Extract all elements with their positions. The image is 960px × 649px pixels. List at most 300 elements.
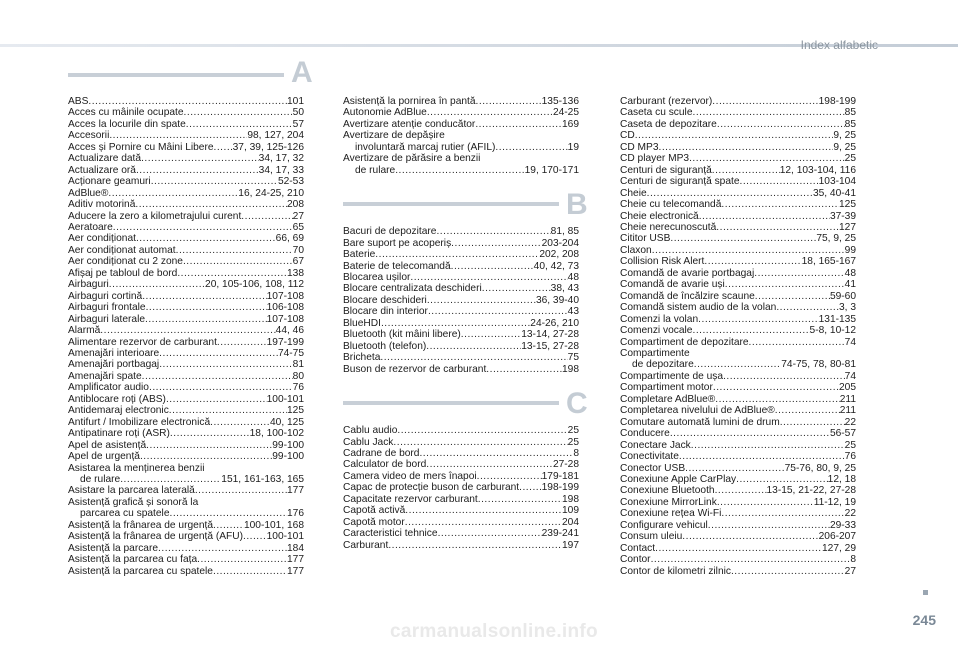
dot-leader: [151, 176, 278, 187]
index-entry: [68, 107, 304, 118]
entry-pages: 107-108: [266, 290, 304, 302]
dot-leader: [436, 226, 550, 237]
entry-term: Caracteristici tehnice: [343, 528, 438, 540]
entry-pages: 8: [573, 447, 579, 459]
entry-pages: 48: [844, 267, 856, 279]
dot-leader: [723, 371, 845, 382]
entry-term: Actualizare oră: [68, 164, 136, 176]
page-marker: [923, 590, 928, 595]
dot-leader: [451, 238, 541, 249]
entry-pages: 211: [839, 405, 856, 417]
entry-term: Completare AdBlue®: [620, 393, 716, 405]
entry-term: Comenzi vocale: [620, 325, 693, 337]
entry-pages: 5-8, 10-12: [809, 325, 856, 337]
index-entry: [68, 417, 304, 428]
dot-leader: [670, 428, 830, 439]
index-entry: [343, 153, 579, 164]
index-entry: [68, 348, 304, 359]
dot-leader: [647, 188, 813, 199]
dot-leader: [651, 554, 851, 565]
entry-term: de depozitare: [632, 359, 694, 371]
entry-pages: 85: [844, 107, 856, 119]
entry-pages: 100-101: [266, 531, 304, 543]
entry-pages: 184: [287, 542, 304, 554]
index-entry: [68, 314, 304, 325]
entry-term: ABS: [68, 96, 89, 107]
dot-leader: [410, 272, 567, 283]
entry-term: Bare suport pe acoperiș: [343, 237, 452, 249]
entry-pages: 76: [292, 382, 304, 394]
entry-term: Configurare vehicul: [620, 519, 708, 531]
index-entry: [68, 291, 304, 302]
dot-leader: [108, 188, 238, 199]
entry-pages: 24-26, 210: [530, 317, 579, 329]
index-entry: [68, 508, 304, 519]
entry-pages: 197-199: [266, 336, 304, 348]
index-entry: [68, 199, 304, 210]
entry-term: AdBlue®: [68, 187, 109, 199]
dot-leader: [159, 348, 278, 359]
entry-pages: 98, 127, 204: [247, 130, 304, 142]
dot-leader: [136, 165, 259, 176]
dot-leader: [475, 119, 562, 130]
entry-term: CD player MP3: [620, 153, 690, 165]
entry-pages: 206-207: [818, 531, 856, 543]
entry-term: Claxon: [620, 244, 652, 256]
dot-leader: [169, 405, 287, 416]
dot-leader: [715, 394, 839, 405]
index-entry: [620, 142, 856, 153]
dot-leader: [736, 474, 828, 485]
index-entry: [620, 348, 856, 359]
dot-leader: [692, 325, 809, 336]
entry-pages: 19, 170-171: [524, 164, 579, 176]
index-entry: [343, 352, 579, 363]
dot-leader: [712, 165, 780, 176]
entry-term: Apel de urgență: [68, 451, 140, 463]
index-entry: [620, 325, 856, 336]
index-entry: [68, 245, 304, 256]
entry-term: BlueHDI: [343, 317, 381, 329]
dot-leader: [214, 142, 233, 153]
entry-pages: 80: [292, 370, 304, 382]
entry-term: Asistență la parcarea cu spatele: [68, 565, 213, 577]
entry-term: involuntară marcaj rutier (AFIL): [355, 141, 496, 153]
entry-pages: 25: [567, 425, 579, 437]
entry-pages: 197: [562, 539, 579, 551]
entry-pages: 99-100: [272, 439, 304, 451]
entry-pages: 27-28: [552, 459, 579, 471]
entry-pages: 198: [562, 493, 579, 505]
entry-term: Aer condiționat: [68, 233, 136, 245]
dot-leader: [655, 543, 822, 554]
entry-pages: 99-100: [272, 451, 304, 463]
entry-term: Amenajări spate: [68, 370, 142, 382]
entry-pages: 109: [562, 505, 579, 517]
entry-term: Capotă activă: [343, 505, 406, 517]
entry-pages: 3, 3: [839, 302, 856, 314]
index-entry: [620, 256, 856, 267]
index-entry: [620, 188, 856, 199]
index-entry: [620, 382, 856, 393]
dot-leader: [217, 337, 267, 348]
dot-leader: [142, 291, 266, 302]
index-entry: [68, 337, 304, 348]
index-entry: [620, 359, 856, 370]
entry-pages: 38, 43: [550, 283, 579, 295]
entry-term: Airbaguri cortină: [68, 290, 143, 302]
dot-leader: [381, 318, 530, 329]
dot-leader: [405, 517, 562, 528]
entry-term: Antipatinare roți (ASR): [68, 428, 170, 440]
entry-pages: 27: [844, 565, 856, 577]
dot-leader: [142, 371, 293, 382]
section-bar: [68, 73, 284, 77]
entry-pages: 208: [287, 199, 304, 211]
dot-leader: [438, 528, 542, 539]
index-column-2: [343, 96, 588, 551]
entry-term: Avertizare atenție conducător: [343, 118, 476, 130]
entry-term: Aer condiționat cu 2 zone: [68, 256, 183, 268]
index-entry: [343, 494, 579, 505]
entry-pages: 22: [844, 416, 856, 428]
dot-leader: [100, 325, 275, 336]
index-entry: [68, 325, 304, 336]
index-entry: [68, 451, 304, 462]
entry-term: parcarea cu spatele: [80, 508, 170, 520]
dot-leader: [682, 531, 818, 542]
entry-term: Actualizare dată: [68, 153, 142, 165]
entry-term: Asistență la parcare: [68, 542, 159, 554]
entry-term: Asistență la pornirea în pantă: [343, 96, 476, 107]
entry-pages: 76: [844, 451, 856, 463]
index-entry: [620, 554, 856, 565]
entry-term: Conectivitate: [620, 451, 679, 463]
entry-pages: 74-75, 78, 80-81: [781, 359, 856, 371]
index-entry: [343, 261, 579, 272]
dot-leader: [721, 199, 839, 210]
index-entry: [68, 268, 304, 279]
b-entries: [343, 226, 579, 375]
dot-leader: [476, 96, 542, 107]
index-entry: [620, 485, 856, 496]
index-entry: [68, 394, 304, 405]
index-entry: [620, 107, 856, 118]
entry-pages: 29-33: [829, 519, 856, 531]
index-entry: [68, 176, 304, 187]
entry-pages: 27: [292, 210, 304, 222]
index-entry: [68, 531, 304, 542]
entry-pages: 13-15, 21-22, 27-28: [766, 485, 856, 497]
dot-leader: [754, 268, 844, 279]
entry-pages: 169: [562, 118, 579, 130]
entry-term: de rulare: [355, 164, 396, 176]
entry-term: Cheie electronică: [620, 210, 699, 222]
entry-term: Baterie de telecomandă: [343, 260, 451, 272]
entry-term: Blocarea ușilor: [343, 271, 411, 283]
entry-term: Aducere la zero a kilometrajului curent: [68, 210, 242, 222]
entry-term: Baterie: [343, 249, 376, 261]
dot-leader: [120, 474, 221, 485]
dot-leader: [149, 382, 293, 393]
entry-pages: 9, 25: [833, 141, 856, 153]
index-entry: [620, 394, 856, 405]
index-entry: [620, 211, 856, 222]
index-entry: [68, 302, 304, 313]
entry-pages: 204: [562, 516, 579, 528]
index-entry: [620, 96, 856, 107]
index-entry: [68, 554, 304, 565]
index-entry: [343, 295, 579, 306]
entry-term: Blocare deschideri: [343, 294, 427, 306]
entry-pages: 59-60: [829, 290, 856, 302]
entry-pages: 37, 39, 125-126: [232, 141, 304, 153]
index-entry: [620, 165, 856, 176]
dot-leader: [685, 463, 785, 474]
entry-term: CD MP3: [620, 141, 659, 153]
index-entry: [620, 130, 856, 141]
dot-leader: [749, 337, 845, 348]
dot-leader: [183, 256, 293, 267]
a-entries-continued: [343, 96, 579, 176]
entry-pages: 40, 125: [270, 416, 304, 428]
entry-pages: 57: [292, 118, 304, 130]
index-entry: [343, 448, 579, 459]
c-entries: [343, 425, 579, 551]
entry-pages: 127, 29: [822, 542, 856, 554]
dot-leader: [241, 211, 292, 222]
index-entry: [68, 428, 304, 439]
entry-pages: 16, 24-25, 210: [238, 187, 304, 199]
entry-pages: 40, 42, 73: [533, 260, 579, 272]
index-entry: [68, 371, 304, 382]
index-entry: [620, 451, 856, 462]
entry-term: Conexiune MirrorLink: [620, 496, 717, 508]
entry-pages: 43: [567, 306, 579, 318]
entry-term: Conexiune Apple CarPlay: [620, 473, 737, 485]
index-entry: [620, 245, 856, 256]
dot-leader: [461, 329, 521, 340]
entry-term: Comutare automată lumini de drum: [620, 416, 780, 428]
dot-leader: [88, 96, 287, 107]
entry-pages: 75, 9, 25: [816, 233, 856, 245]
entry-term: Autonomie AdBlue: [343, 107, 427, 119]
index-entry: [620, 474, 856, 485]
entry-term: Compartiment de depozitare: [620, 336, 749, 348]
entry-pages: 151, 161-163, 165: [221, 473, 304, 485]
entry-term: Aditiv motorină: [68, 199, 136, 211]
section-bar: [343, 202, 559, 206]
dot-leader: [670, 233, 816, 244]
section-title: Index alfabetic: [800, 38, 878, 52]
index-entry: [343, 540, 579, 551]
index-entry: [68, 520, 304, 531]
index-entry: [68, 130, 304, 141]
dot-leader: [717, 497, 814, 508]
dot-leader: [395, 165, 524, 176]
entry-pages: 34, 17, 32: [258, 153, 304, 165]
entry-term: Compartimente: [620, 347, 690, 359]
dot-leader: [176, 245, 293, 256]
dot-leader: [158, 543, 287, 554]
dot-leader: [679, 451, 845, 462]
index-entry: [343, 283, 579, 294]
section-bar: [343, 401, 559, 405]
entry-term: Centuri de siguranță: [620, 164, 712, 176]
entry-pages: 125: [839, 199, 856, 211]
index-entry: [343, 318, 579, 329]
index-entry: [343, 306, 579, 317]
entry-pages: 66, 69: [275, 233, 304, 245]
entry-pages: 12, 18: [827, 473, 856, 485]
entry-term: Acces cu mâinile ocupate: [68, 107, 184, 119]
entry-pages: 25: [844, 153, 856, 165]
dot-leader: [731, 566, 845, 577]
dot-leader: [691, 440, 845, 451]
dot-leader: [478, 494, 562, 505]
entry-pages: 198-199: [818, 96, 856, 107]
entry-term: CD: [620, 130, 635, 142]
entry-pages: 179-181: [541, 470, 579, 482]
entry-term: Camera video de mers înapoi: [343, 470, 477, 482]
index-entry: [68, 405, 304, 416]
index-entry: [620, 302, 856, 313]
index-entry: [620, 153, 856, 164]
entry-term: Avertizare de părăsire a benzii: [343, 153, 481, 165]
entry-pages: 239-241: [541, 528, 579, 540]
entry-pages: 202, 208: [539, 249, 579, 261]
entry-pages: 67: [292, 256, 304, 268]
entry-term: Cheie: [620, 187, 647, 199]
dot-leader: [419, 448, 573, 459]
entry-pages: 18, 100-102: [249, 428, 304, 440]
entry-term: Carburant: [343, 539, 389, 551]
index-entry: [620, 463, 856, 474]
entry-pages: 177: [287, 485, 304, 497]
index-entry: [343, 482, 579, 493]
index-entry: [620, 291, 856, 302]
dot-leader: [712, 96, 818, 107]
index-entry: [68, 233, 304, 244]
index-entry: [68, 543, 304, 554]
dot-leader: [170, 428, 250, 439]
entry-term: Comandă de încălzire scaune: [620, 290, 755, 302]
entry-term: Bricheta: [343, 352, 381, 364]
dot-leader: [495, 142, 567, 153]
entry-term: Acces la locurile din spate: [68, 118, 186, 130]
index-entry: [343, 165, 579, 176]
entry-term: Acționare geamuri: [68, 176, 151, 188]
entry-pages: 138: [287, 267, 304, 279]
entry-pages: 41: [844, 279, 856, 291]
dot-leader: [213, 520, 244, 531]
index-entry: [68, 188, 304, 199]
entry-term: Cadrane de bord: [343, 447, 420, 459]
dot-leader: [721, 508, 844, 519]
dot-leader: [689, 153, 845, 164]
entry-term: Airbaguri frontale: [68, 302, 146, 314]
dot-leader: [210, 417, 270, 428]
entry-pages: 65: [292, 221, 304, 233]
entry-term: Conexiune rețea Wi-Fi: [620, 508, 722, 520]
entry-pages: 198: [562, 363, 579, 375]
index-entry: [620, 543, 856, 554]
entry-term: Conector USB: [620, 462, 686, 474]
index-entry: [343, 341, 579, 352]
index-entry: [343, 226, 579, 237]
entry-term: Asistarea la menținerea benzii: [68, 462, 205, 474]
entry-term: Capac de protecție buson de carburant: [343, 482, 520, 494]
dot-leader: [725, 279, 845, 290]
index-entry: [68, 211, 304, 222]
index-entry: [343, 329, 579, 340]
entry-pages: 211: [839, 393, 856, 405]
entry-pages: 74: [844, 370, 856, 382]
index-entry: [620, 119, 856, 130]
entry-term: Afișaj pe tabloul de bord: [68, 267, 178, 279]
index-entry: [620, 508, 856, 519]
index-entry: [620, 337, 856, 348]
dot-leader: [426, 341, 521, 352]
index-entry: [68, 119, 304, 130]
entry-pages: 70: [292, 244, 304, 256]
entry-pages: 103-104: [818, 176, 856, 188]
entry-pages: 177: [287, 565, 304, 577]
entry-pages: 75: [567, 352, 579, 364]
entry-term: Caseta de depozitare: [620, 118, 717, 130]
entry-pages: 20, 105-106, 108, 112: [205, 279, 304, 291]
entry-term: Conectare Jack: [620, 439, 691, 451]
index-entry: [620, 405, 856, 416]
entry-term: Cablu audio: [343, 425, 398, 437]
index-entry: [343, 425, 579, 436]
section-header-a: [68, 56, 368, 96]
entry-term: Avertizare de depășire: [343, 130, 445, 142]
entry-term: Cheie nerecunoscută: [620, 221, 717, 233]
entry-term: Bluetooth (telefon): [343, 340, 427, 352]
index-entry: [343, 96, 579, 107]
entry-term: Amplificator audio: [68, 382, 149, 394]
dot-leader: [716, 222, 839, 233]
index-entry: [68, 222, 304, 233]
index-entry: [620, 417, 856, 428]
entry-pages: 81, 85: [550, 226, 579, 238]
entry-term: Antiblocare roți (ABS): [68, 393, 166, 405]
dot-leader: [109, 279, 205, 290]
index-entry: [343, 238, 579, 249]
entry-pages: 74-75: [277, 347, 304, 359]
dot-leader: [713, 382, 839, 393]
dot-leader: [740, 176, 819, 187]
entry-term: Airbaguri: [68, 279, 109, 291]
dot-leader: [652, 245, 845, 256]
entry-pages: 81: [292, 359, 304, 371]
dot-leader: [659, 142, 834, 153]
index-column-3: [620, 96, 856, 577]
index-entry: [68, 497, 304, 508]
dot-leader: [477, 471, 542, 482]
entry-pages: 44, 46: [275, 325, 304, 337]
index-entry: [620, 268, 856, 279]
entry-pages: 18, 165-167: [801, 256, 856, 268]
dot-leader: [698, 314, 818, 325]
entry-pages: 19: [567, 141, 579, 153]
entry-term: Comandă sistem audio de la volan: [620, 302, 777, 314]
entry-term: de rulare: [80, 473, 121, 485]
index-entry: [620, 222, 856, 233]
entry-pages: 56-57: [829, 428, 856, 440]
index-entry: [343, 107, 579, 118]
